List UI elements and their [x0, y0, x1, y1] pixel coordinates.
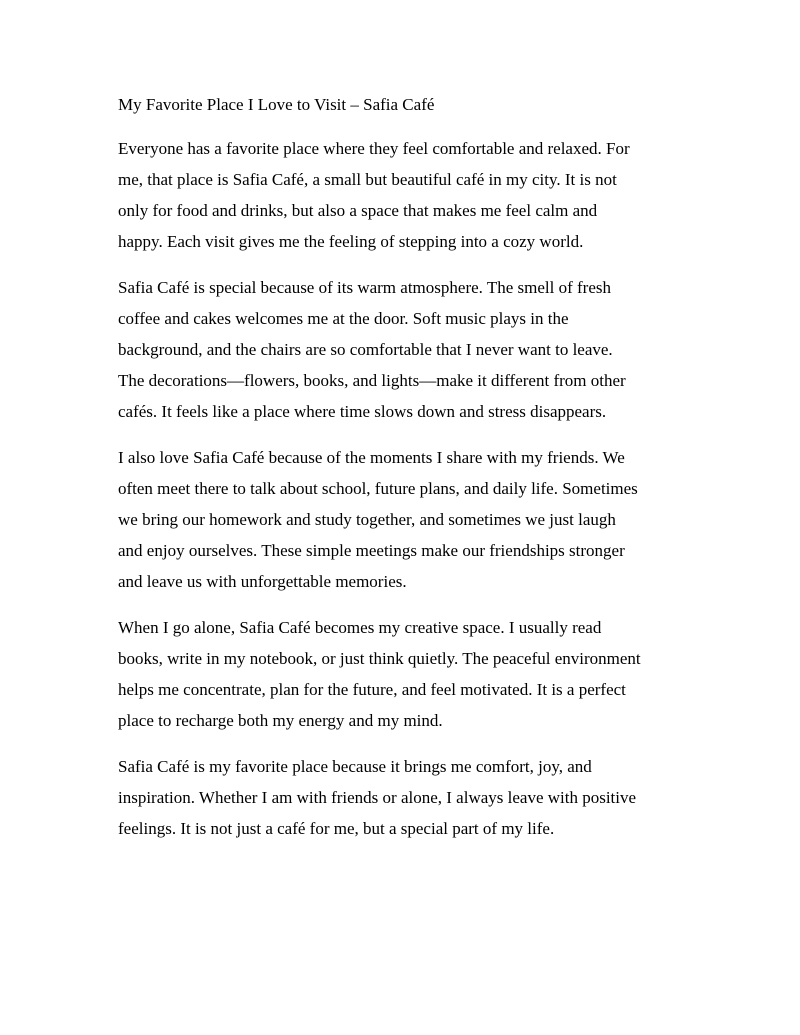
paragraph-line: we bring our homework and study together, and sometimes we just laugh — [118, 510, 616, 529]
paragraph-5 — [118, 751, 698, 844]
paragraph-line: happy. Each visit gives me the feeling of stepping into a cozy world. — [118, 232, 584, 251]
paragraph-line: only for food and drinks, but also a space that makes me feel calm and — [118, 201, 598, 220]
paragraph-line: Safia Café is special because of its warm atmosphere. The smell of fresh — [118, 278, 611, 297]
paragraph-line: Everyone has a favorite place where they feel comfortable and relaxed. For — [118, 139, 630, 158]
paragraph-line: often meet there to talk about school, future plans, and daily life. Sometimes — [118, 479, 638, 498]
paragraph-3 — [118, 442, 698, 597]
document-page — [118, 94, 698, 859]
paragraph-line: feelings. It is not just a café for me, but a special part of my life. — [118, 819, 555, 838]
paragraph-line: cafés. It feels like a place where time slows down and stress disappears. — [118, 402, 607, 421]
paragraph-line: coffee and cakes welcomes me at the door. Soft music plays in the — [118, 309, 569, 328]
paragraph-line: and enjoy ourselves. These simple meetings make our friendships stronger — [118, 541, 625, 560]
paragraph-line: me, that place is Safia Café, a small but beautiful café in my city. It is not — [118, 170, 617, 189]
paragraph-line: Safia Café is my favorite place because it brings me comfort, joy, and — [118, 757, 592, 776]
paragraph-line: I also love Safia Café because of the moments I share with my friends. We — [118, 448, 625, 467]
document-title: My Favorite Place I Love to Visit – Safia Café — [118, 95, 435, 114]
paragraph-line: inspiration. Whether I am with friends or alone, I always leave with positive — [118, 788, 637, 807]
paragraph-line: background, and the chairs are so comfortable that I never want to leave. — [118, 340, 613, 359]
paragraph-line: books, write in my notebook, or just think quietly. The peaceful environment — [118, 649, 641, 668]
paragraph-line: place to recharge both my energy and my mind. — [118, 711, 443, 730]
paragraph-4 — [118, 612, 698, 736]
paragraph-line: When I go alone, Safia Café becomes my creative space. I usually read — [118, 618, 602, 637]
paragraph-line: and leave us with unforgettable memories. — [118, 572, 407, 591]
paragraph-2 — [118, 272, 698, 427]
paragraph-line: helps me concentrate, plan for the future, and feel motivated. It is a perfect — [118, 680, 626, 699]
paragraph-line: The decorations—flowers, books, and lights—make it different from other — [118, 371, 626, 390]
paragraph-1 — [118, 133, 698, 257]
